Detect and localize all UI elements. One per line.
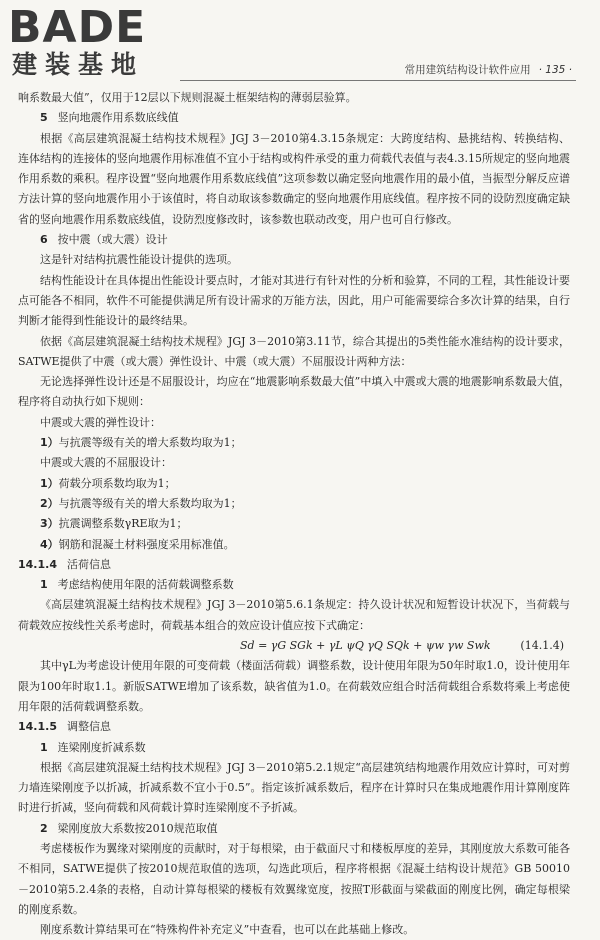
section-title: 活荷信息 (66, 557, 111, 571)
section-heading (18, 717, 570, 737)
header-divider (180, 80, 576, 81)
equation-expression: Sd = γG SGk + γL ψQ γQ SQk + ψw γw Swk (240, 639, 491, 653)
paragraph: 根据《高层建筑混凝土结构技术规程》JGJ 3－2010第4.3.15条规定：大跨度结构、悬挑结构、转换结构、连体结构的连接体的竖向地震作用标准值不宜小于结构或构件承受的重力荷载代表值与表4.3.15所规定的竖向地震作用系数的乘积。程序设置“竖向地震作用系数底线值”这项参数以确定竖向地震作用的最小值，当振型分解反应谱方法计算的竖向地震作用小于该值时，将自动取该参数确定的竖向地震作用底线值。程序按不同的设防烈度确定缺省的竖向地震作用系数底线值，设防烈度修改时，该参数也联动改变，用户也可自行修改。 (18, 131, 570, 226)
list-text: 荷载分项系数均取为1； (58, 476, 176, 490)
section-heading (18, 555, 570, 575)
paragraph: 其中γL为考虑设计使用年限的可变荷载（楼面活荷载）调整系数，设计使用年限为50年时取1.0，设计使用年限为100年时取1.1。新版SATWE增加了该系数，缺省值为1.0。在荷载效应组合时活荷载组合系数将乘上考虑使用年限的活荷载调整系数。 (18, 659, 570, 713)
running-title: 常用建筑结构设计软件应用 (404, 64, 531, 76)
list-number: 1） (40, 436, 59, 450)
list-item (18, 494, 570, 514)
logo-chinese: 建装基地 (12, 50, 145, 79)
logo-bade: BADE (8, 2, 147, 53)
paragraph: 根据《高层建筑混凝土结构技术规程》JGJ 3－2010第5.2.1规定“高层建筑结构地震作用效应计算时，可对剪力墙连梁刚度予以折减，折减系数不宜小于0.5”。指定该折减系数后，程序在计算时只在集成地震作用计算刚度阵时进行折减，竖向荷载和风荷载计算时连梁刚度不予折减。 (18, 760, 570, 815)
list-text: 与抗震等级有关的增大系数均取为1； (58, 496, 242, 510)
running-head (405, 62, 572, 77)
subsection-number: 2 (40, 821, 48, 835)
subsection-heading (18, 575, 570, 595)
list-item (18, 514, 570, 534)
subsection-number: 5 (40, 111, 48, 125)
paragraph: 刚度系数计算结果可在“特殊构件补充定义”中查看，也可以在此基础上修改。 (40, 923, 415, 937)
section-title: 调整信息 (66, 720, 111, 734)
subsection-title: 考虑结构使用年限的活荷载调整系数 (57, 578, 234, 592)
subsection-number: 6 (40, 233, 48, 247)
subsection-heading (18, 230, 570, 250)
subsection-heading (18, 738, 570, 758)
section-number: 14.1.4 (18, 557, 57, 571)
list-number: 4） (40, 537, 59, 551)
subsection-title: 梁刚度放大系数按2010规范取值 (57, 821, 218, 835)
paragraph: 无论选择弹性设计还是不屈服设计，均应在“地震影响系数最大值”中填入中震或大震的地震影响系数最大值，程序将自动执行如下规则： (18, 375, 570, 409)
page-body (18, 88, 570, 940)
list-number: 3） (40, 517, 59, 531)
section-number: 14.1.5 (18, 720, 57, 734)
paragraph: 结构性能设计在具体提出性能设计要点时，才能对其进行有针对性的分析和验算，不同的工程，其性能设计要点可能各不相同，软件不可能提供满足所有设计需求的万能方法，因此，用户可能需要综合多次计算的结果，自行判断才能得到性能设计的最终结果。 (18, 273, 570, 328)
subsection-title: 按中震（或大震）设计 (57, 233, 168, 247)
subsection-title: 连梁刚度折减系数 (57, 740, 146, 754)
subsection-heading (18, 819, 570, 839)
list-number: 2） (40, 496, 59, 510)
paragraph: 中震或大震的弹性设计： (40, 415, 161, 429)
paragraph: 中震或大震的不屈服设计： (40, 456, 172, 470)
list-number: 1） (40, 476, 59, 490)
paragraph: 《高层建筑混凝土结构技术规程》JGJ 3－2010第5.6.1条规定：持久设计状况和短暂设计状况下，当荷载与荷载效应按线性关系考虑时，荷载基本组合的效应设计值应按下式确定： (18, 598, 570, 632)
paragraph: 响系数最大值”，仅用于12层以下规则混凝土框架结构的薄弱层验算。 (18, 91, 357, 104)
paragraph: 这是针对结构抗震性能设计提供的选项。 (40, 253, 238, 267)
list-text: 钢筋和混凝土材料强度采用标准值。 (58, 537, 235, 551)
subsection-number: 1 (40, 578, 48, 592)
page-number: · 135 · (538, 64, 572, 76)
list-item (18, 433, 570, 453)
equation (18, 636, 570, 656)
page-header (0, 0, 600, 86)
paragraph: 依据《高层建筑混凝土结构技术规程》JGJ 3－2010第3.11节，综合其提出的5类性能水准结构的设计要求，SATWE提供了中震（或大震）弹性设计、中震（或大震）不屈服设计两种方法： (18, 334, 570, 368)
list-item (18, 535, 570, 555)
list-text: 与抗震等级有关的增大系数均取为1； (58, 436, 242, 450)
list-text: 抗震调整系数γRE取为1； (58, 517, 188, 531)
list-item (18, 474, 570, 494)
subsection-number: 1 (40, 740, 48, 754)
paragraph: 考虑楼板作为翼缘对梁刚度的贡献时，对于每根梁，由于截面尺寸和楼板厚度的差异，其刚度放大系数可能各不相同，SATWE提供了按2010规范取值的选项，勾选此项后，程序将根据《混凝土结构设计规范》GB 50010－2010第5.2.4条的表格，自动计算每根梁的楼板有效翼缘宽度，按照T形截面与梁截面的刚度比例，确定每根梁的刚度系数。 (18, 841, 570, 916)
subsection-heading (18, 108, 570, 128)
subsection-title: 竖向地震作用系数底线值 (57, 111, 179, 125)
equation-number: (14.1.4) (520, 639, 564, 653)
